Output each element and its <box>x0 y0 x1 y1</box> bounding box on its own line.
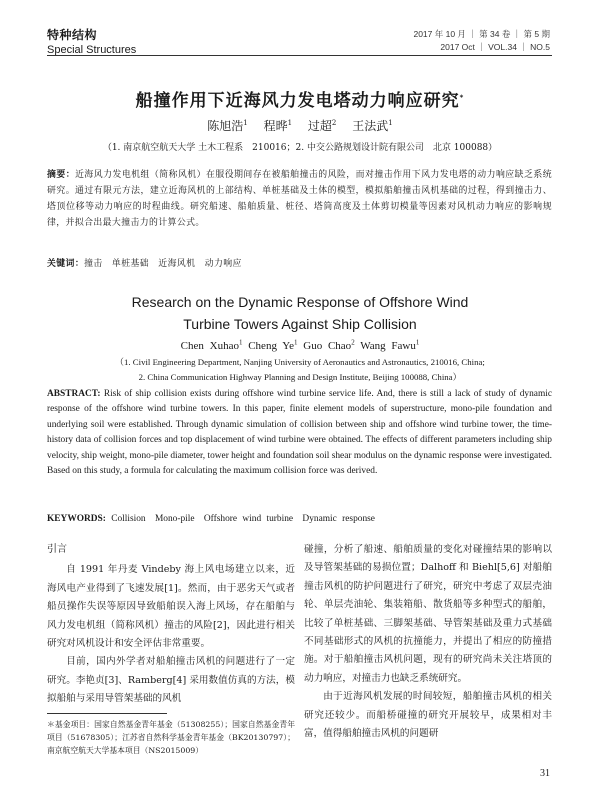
author-cn: 王法武$^1$ <box>352 119 393 133</box>
author-cn: 程晔$^1$ <box>263 119 293 133</box>
abstract-en <box>47 387 552 479</box>
body-paragraph: 由于近海风机发展的时间较短，船舶撞击风机的相关研究还较少。而船桥碰撞的研究开展较早，成果相对丰富，值得船舶撞击风机的问题研 <box>304 691 552 740</box>
title-en-line: Research on the Dynamic Response of Offshore Wind <box>131 294 469 310</box>
journal-name-cn: 特种结构 <box>47 28 98 42</box>
header-rule <box>47 55 552 56</box>
author-en: Chen Xuhao$^1$ <box>180 338 243 352</box>
journal-header <box>47 26 136 56</box>
author-en: Guo Chao$^2$ <box>303 338 355 352</box>
title-footnote-mark: * <box>459 93 465 102</box>
abstract-cn <box>47 167 552 231</box>
author-list-cn <box>0 117 600 134</box>
keywords-label-cn: 关键词： <box>47 259 85 269</box>
body-column-left <box>47 541 295 709</box>
body-column-right <box>304 541 552 743</box>
keywords-label-en: KEYWORDS: <box>47 514 106 524</box>
affiliation-cn: （1. 南京航空航天大学 土木工程系 210016；2. 中交公路规划设计院有限公司 北京 100088） <box>102 143 498 153</box>
issue-info-en: 2017 Oct ｜ VOL.34 ｜ NO.5 <box>440 42 550 52</box>
author-cn: 陈旭浩$^1$ <box>207 119 248 133</box>
keywords-cn <box>47 256 552 269</box>
page-number: 31 <box>540 768 550 779</box>
abstract-text-en: Risk of ship collision exists during offshore wind turbine service life. And, there is still a lack of study of dynamic response of the offshore wind turbine towers. In this paper, finite element models of superstructure, mono-pile foundation and underlying soil were established. Through dynamic simulation of collision between ship and offshore wind turbine tower, the time-history data of collision forces and top displacement of wind turbine were obtained. The effects of different parameters including ship velocity, ship weight, mono-pile diameter, tower height and foundation soil shear modulus on the dynamic response were investigated. Based on this study, a formula for calculating the maximum collision force was derived. <box>47 389 553 477</box>
title-text: 船撞作用下近海风力发电塔动力响应研究 <box>135 91 460 111</box>
abstract-label-en: ABSTRACT: <box>47 389 101 399</box>
abstract-label-cn: 摘要： <box>47 170 76 180</box>
journal-name-en: Special Structures <box>47 44 137 56</box>
footnote-rule <box>47 713 167 714</box>
body-paragraph: 碰撞，分析了船速、船舶质量的变化对碰撞结果的影响以及导管架基础的易损位置；Dalhoff 和 Biehl[5,6] 对船舶撞击风机的防护问题进行了研究，研究中考虑了双层壳油轮、单层壳油轮、集装箱船、散货船等多种型式的船舶，比较了单桩基础、三脚架基础、导管架基础及重力式基础不同基础形式的风机的抗撞能力，并提出了相应的防撞措施。对于船舶撞击风机问题，现有的研究尚未关注塔顶的动力响应，对撞击力也缺乏系统研究。 <box>304 544 552 684</box>
abstract-text-cn: 近海风力发电机组（简称风机）在服役期间存在被船舶撞击的风险，而对撞击作用下风力发电塔的动力响应缺乏系统研究。通过有限元方法，建立近海风机的上部结构、单桩基础及土体的模型，模拟船舶撞击风机基础的过程，得到撞击力、塔顶位移等动力响应的时程曲线。研究船速、船舶质量、桩径、塔筒高度及土体剪切模量等因素对风机动力响应的影响规律，并拟合出最大撞击力的计算公式。 <box>47 170 552 228</box>
keywords-en <box>47 510 552 524</box>
paper-title-en <box>0 291 600 335</box>
paper-title-cn <box>0 86 600 111</box>
author-en: Cheng Ye$^1$ <box>248 338 298 352</box>
funding-footnote: ＊基金项目：国家自然基金青年基金（51308255）；国家自然基金青年项目（51678305）；江苏省自然科学基金青年基金（BK20130797）；南京航空航天大学基本项目（NS2015009） <box>47 720 295 755</box>
section-heading-intro: 引言 <box>47 544 67 555</box>
title-en-line: Turbine Towers Against Ship Collision <box>183 316 417 332</box>
affiliation-en <box>0 355 600 385</box>
issue-info <box>413 28 550 54</box>
affiliation-en-line: 2. China Communication Highway Planning and Design Institute, Beijing 100088, China） <box>138 372 462 382</box>
issue-info-cn: 2017 年 10 月 ｜ 第 34 卷 ｜ 第 5 期 <box>413 29 550 39</box>
affiliation-en-line: （1. Civil Engineering Department, Nanjing University of Aeronautics and Astronautics, 210016, China; <box>115 357 485 367</box>
author-en: Wang Fawu$^1$ <box>360 338 420 352</box>
author-list-en <box>0 338 600 352</box>
body-paragraph: 自 1991 年丹麦 Vindeby 海上风电场建立以来，近海风电产业得到了飞速发展[1]。然而，由于恶劣天气或者船员操作失误等原因导致船舶误入海上风场，存在船舶与风力发电机组（简称风机）撞击的风险[2]，因此进行相关研究对风机设计和安全评估非常重要。 <box>47 564 295 650</box>
body-paragraph: 目前，国内外学者对船舶撞击风机的问题进行了一定研究。李艳贞[3]、Ramberg[4] 采用数值仿真的方法，模拟船舶与采用导管架基础的风机 <box>47 656 295 705</box>
keywords-text-cn: 撞击 单桩基础 近海风机 动力响应 <box>84 259 242 269</box>
author-cn: 过超$^2$ <box>307 119 337 133</box>
keywords-text-en: Collision Mono-pile Offshore wind turbine Dynamic response <box>111 514 375 524</box>
